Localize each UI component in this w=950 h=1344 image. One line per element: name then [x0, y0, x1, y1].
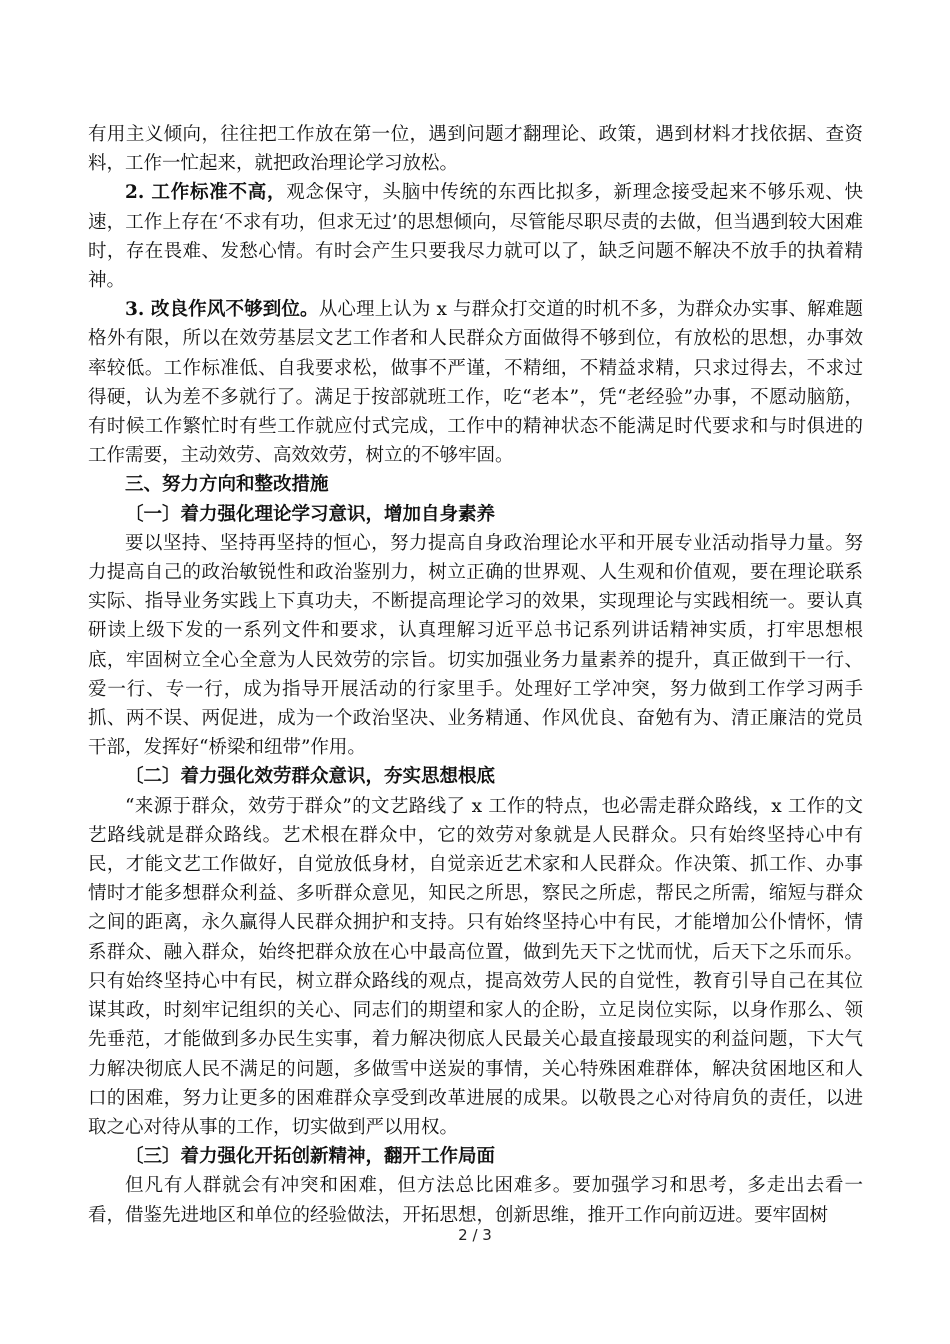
paragraph-theory-study	[88, 529, 863, 763]
paragraph-text: 从心理上认为 x 与群众打交道的时机不多，为群众办实事、解难题格外有限，所以在效劳基层文艺工作者和人民群众方面做得不够到位，有放松的思想，办事效率较低。工作标准低、自我要求松，做事不严谨，不精细，不精益求精，只求过得去，不求过得硬，认为差不多就行了。满足于按部就班工作，吃“老本”，凭“老经验”办事，不愿动脑筋，有时候工作繁忙时有些工作就应付式完成，工作中的精神状态不能满足时代要求和与时俱进的工作需要，主动效劳、高效效劳，树立的不够牢固。	[88, 299, 863, 467]
page-number: 2 / 3	[458, 1226, 492, 1244]
paragraph-item-3	[88, 295, 863, 470]
paragraph-text: 观念保守，头脑中传统的东西比拟多，新理念接受起来不够乐观、快速，工作上存在‘不求有功，但求无过’的思想倾向，尽管能尽职尽责的去做，但当遇到较大困难时，存在畏难、发愁心情。有时会产生只要我尽力就可以了，缺乏问题不解决不放手的执着精神。	[88, 182, 863, 292]
paragraph-lead: 3. 改良作风不够到位。	[125, 299, 319, 321]
paragraph-text: 要以坚持、坚持再坚持的恒心，努力提高自身政治理论水平和开展专业活动指导力量。努力提高自己的政治敏锐性和政治鉴别力，树立正确的世界观、人生观和价值观，要在理论联系实际、指导业务实践上下真功夫，不断提高理论学习的效果，实现理论与实践相统一。要认真研读上级下发的一系列文件和要求，认真理解习近平总书记系列讲话精神实质，打牢思想根底，牢固树立全心全意为人民效劳的宗旨。切实加强业务力量素养的提升，真正做到干一行、爱一行、专一行，成为指导开展活动的行家里手。处理好工学冲突，努力做到工作学习两手抓、两不误、两促进，成为一个政治坚决、业务精通、作风优良、奋勉有为、清正廉洁的党员干部，发挥好“桥梁和纽带”作用。	[88, 532, 863, 759]
paragraph-text: “来源于群众，效劳于群众”的文艺路线了 x 工作的特点，也必需走群众路线，x 工作的文艺路线就是群众路线。艺术根在群众中，它的效劳对象就是人民群众。只有始终坚持心中有民，才能文艺工作做好，自觉放低身材，自觉亲近艺术家和人民群众。作决策、抓工作、办事情时才能多想群众利益、多听群众意见，知民之所思，察民之所虑，帮民之所需，缩短与群众之间的距离，永久赢得人民群众拥护和支持。只有始终坚持心中有民，才能增加公仆情怀，情系群众、融入群众，始终把群众放在心中最高位置，做到先天下之忧而忧，后天下之乐而乐。只有始终坚持心中有民，树立群众路线的观点，提高效劳人民的自觉性，教育引导自己在其位谋其政，时刻牢记组织的关心、同志们的期望和家人的企盼，立足岗位实际，以身作那么、领先垂范，才能做到多办民生实事，着力解决彻底人民最关心最直接最现实的利益问题，下大气力解决彻底人民不满足的问题，多做雪中送炭的事情，关心特殊困难群体，解决贫困地区和人口的困难，努力让更多的困难群众享受到改革进展的成果。以敬畏之心对待肩负的责任，以进取之心对待从事的工作，切实做到严以用权。	[88, 795, 863, 1138]
subsection-heading-1: 〔一〕着力强化理论学习意识，增加自身素养	[125, 503, 496, 525]
document-body	[88, 120, 863, 1230]
paragraph-text: 有用主义倾向，往往把工作放在第一位，遇到问题才翻理论、政策，遇到材料才找依据、查资料，工作一忙起来，就把政治理论学习放松。	[88, 124, 863, 175]
paragraph-item-2	[88, 178, 863, 295]
subsection-heading-3: 〔三〕着力强化开拓创新精神，翻开工作局面	[125, 1146, 496, 1168]
paragraph-innovation	[88, 1171, 863, 1229]
section-heading-3: 三、努力方向和整改措施	[125, 474, 329, 496]
paragraph-text: 但凡有人群就会有冲突和困难，但方法总比困难多。要加强学习和思考，多走出去看一看，借鉴先进地区和单位的经验做法，开拓思想，创新思维，推开工作向前迈进。要牢固树	[88, 1175, 863, 1226]
paragraph-lead: 2. 工作标准不高，	[125, 182, 287, 204]
paragraph-serve-masses	[88, 792, 863, 1142]
paragraph-continuation	[88, 120, 863, 178]
subsection-heading-2: 〔二〕着力强化效劳群众意识，夯实思想根底	[125, 766, 496, 788]
